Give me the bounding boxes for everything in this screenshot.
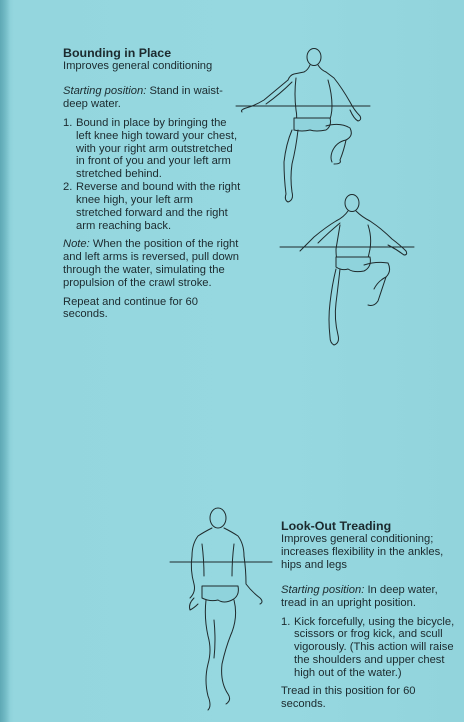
note-label: Note:	[63, 237, 90, 250]
page-spine-shadow	[0, 0, 10, 722]
treading-figure-illustration	[168, 500, 278, 715]
starting-position-text: Stand in waist-deep water.	[63, 84, 223, 110]
right-leg	[222, 600, 236, 704]
bounding-figure-1-illustration	[236, 44, 376, 204]
head	[210, 508, 226, 528]
starting-position	[63, 85, 241, 111]
section-title: Look-Out Treading	[281, 519, 392, 533]
section-subtitle: Improves general conditioning	[63, 60, 213, 72]
left-arm-outline	[300, 211, 348, 251]
left-arm-outline	[242, 80, 289, 112]
look-out-treading-section	[281, 519, 459, 717]
section-subtitle: Improves general conditioning; increases flexibility in the ankles, hips and legs	[281, 533, 444, 571]
step-number: 1.	[281, 615, 291, 628]
torso-left	[202, 544, 204, 576]
right-arm-outline	[318, 65, 361, 121]
left-arm-inner	[266, 82, 292, 104]
swim-briefs	[294, 118, 331, 131]
note	[63, 238, 241, 290]
inner-leg-line	[214, 620, 215, 658]
left-leg	[205, 600, 210, 710]
list-item	[281, 616, 459, 681]
torso-right	[328, 80, 332, 124]
bounding-figure-2-illustration	[278, 189, 418, 349]
step-text: Kick forcefully, using the bicycle, scissors or frog kick, and scull vigorously. (This action will raise the shoulders and upper chest high out of the water.)	[294, 615, 455, 680]
starting-position-label: Starting position:	[63, 84, 147, 97]
bounding-in-place-section	[63, 46, 241, 327]
repeat-instruction: Repeat and continue for 60 seconds.	[63, 295, 198, 321]
step-number: 2.	[63, 181, 73, 194]
raised-shin	[334, 140, 346, 164]
swim-briefs	[202, 586, 238, 602]
raised-shin	[368, 277, 386, 306]
list-item	[63, 117, 241, 182]
step-number: 1.	[63, 116, 73, 129]
steps-list	[281, 616, 459, 681]
head	[345, 195, 359, 212]
note-text: When the position of the right and left arms is reversed, pull down through the water, simulating the propulsion of the crawl stroke.	[63, 237, 239, 289]
torso-right	[232, 544, 234, 576]
left-hand	[190, 598, 199, 610]
step-text: Reverse and bound with the right knee high, your left arm stretched forward and the right arm reaching back.	[76, 181, 241, 232]
starting-position-text: In deep water, tread in an upright position.	[281, 583, 438, 609]
section-title: Bounding in Place	[63, 46, 172, 60]
tread-instruction: Tread in this position for 60 seconds.	[281, 685, 416, 710]
steps-list	[63, 117, 241, 233]
left-shoulder-outline	[288, 65, 310, 80]
right-arm-outline	[356, 211, 407, 255]
list-item	[63, 181, 241, 233]
standing-leg	[329, 269, 340, 345]
head	[307, 49, 321, 66]
starting-position-label: Starting position:	[281, 583, 365, 596]
starting-position	[281, 584, 459, 610]
step-text: Bound in place by bringing the left knee high toward your chest, with your right arm outstretched in front of you and your left arm stretched behind.	[76, 116, 238, 181]
raised-knee-thigh	[326, 124, 351, 162]
